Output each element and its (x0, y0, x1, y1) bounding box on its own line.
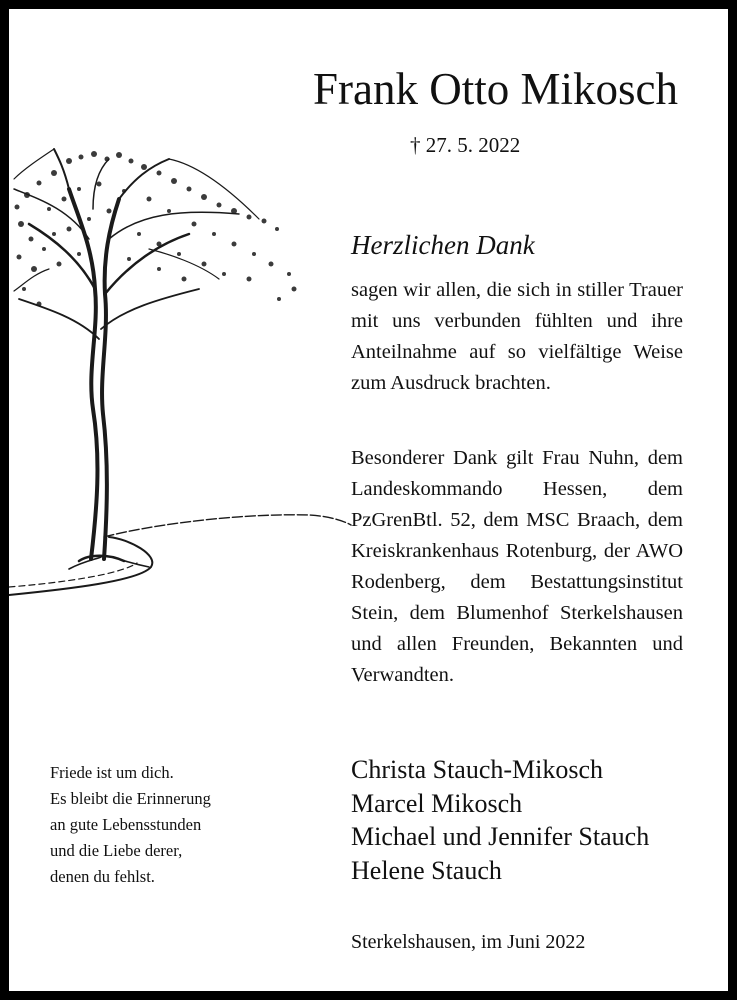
family-member: Helene Stauch (351, 855, 502, 885)
verse-line: Es bleibt die Erinnerung (50, 789, 211, 808)
verse-line: Friede ist um dich. (50, 763, 174, 782)
verse-line: und die Liebe derer, (50, 841, 183, 860)
obituary-notice (9, 9, 728, 991)
thanks-heading: Herzlichen Dank (351, 230, 535, 260)
family-names (351, 753, 649, 887)
memorial-verse (50, 760, 211, 890)
family-member: Marcel Mikosch (351, 788, 523, 818)
place-and-date: Sterkelshausen, im Juni 2022 (351, 931, 586, 953)
death-date: † 27. 5. 2022 (410, 133, 521, 157)
family-member: Christa Stauch-Mikosch (351, 755, 604, 784)
special-thanks-paragraph: Besonderer Dank gilt Frau Nuhn, dem Landeskommando Hessen, dem PzGrenBtl. 52, dem MSC Braach, dem Kreiskrankenhaus Rotenburg, der AWO Rodenberg, dem Bestattungsinstitut Stein, dem Blumenhof Sterkelshausen und allen Freunden, Bekannten und Verwandten. (351, 447, 683, 686)
family-member: Michael und Jennifer Stauch (351, 822, 650, 851)
tree-and-bench-icon (9, 139, 359, 609)
verse-line: an gute Lebensstunden (50, 815, 202, 834)
deceased-name: Frank Otto Mikosch (313, 64, 678, 114)
verse-line: denen du fehlst. (50, 867, 155, 886)
thanks-paragraph: sagen wir allen, die sich in stiller Trauer mit uns verbunden fühlten und ihre Anteilnahme auf so vielfältige Weise zum Ausdruck brachten. (351, 279, 683, 394)
